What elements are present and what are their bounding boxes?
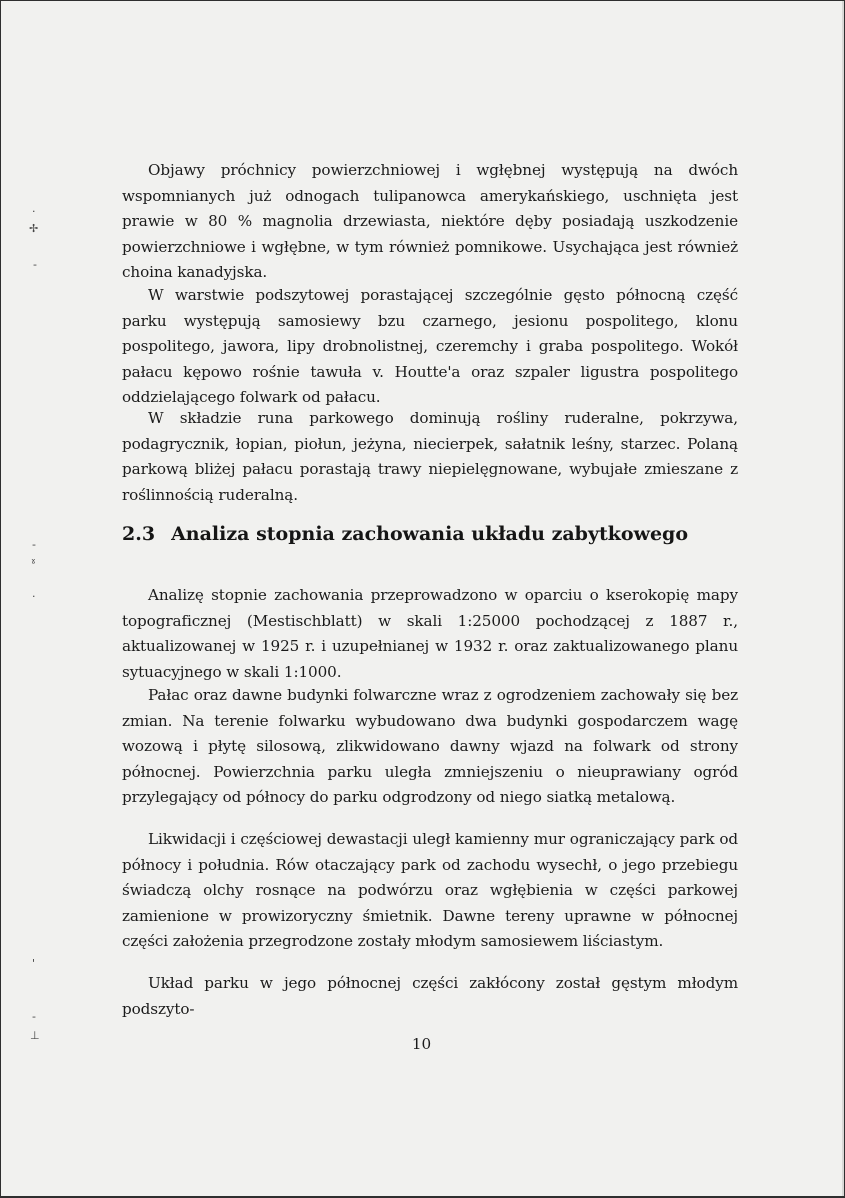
- page-number: 10: [411, 1035, 432, 1053]
- paragraph-undergrowth: W warstwie podszytowej porastającej szczególnie gęsto północną część parku występują samosiewy bzu czarnego, jesionu pospolitego, klonu pospolitego, jawora, lipy drobnolistnej, czeremchy i graba pospolitego. Wokół pałacu kępowo rośnie tawuła v. Houtte'a oraz szpaler ligustra pospolitego oddzielającego folwark od pałacu.: [122, 286, 738, 406]
- section-heading: [122, 523, 688, 545]
- scan-speck: ': [32, 957, 36, 970]
- paragraph-palace-buildings: Pałac oraz dawne budynki folwarczne wraz z ogrodzeniem zachowały się bez zmian. Na terenie folwarku wybudowano dwa budynki gospodarczem wagę wozową i płytę silosową, zlikwidowano dawny wjazd na folwark od strony północnej. Powierzchnia parku uległa zmniejszeniu o nieuprawiany ogród przylegający od północy do parku odgrodzony od niego siatką metalową.: [122, 686, 738, 806]
- paragraph-analysis-basis: Analizę stopnie zachowania przeprowadzono w oparciu o kserokopię mapy topograficznej (Mestischblatt) w skali 1:25000 pochodzącej z 1887 r., aktualizowanej w 1925 r. i uzupełnianej w 1932 r. oraz zaktualizowanego planu sytuacyjnego w skali 1:1000.: [122, 586, 738, 681]
- paragraph-park-layout: Układ parku w jego północnej części zakłócony został gęstym młodym podszyto-: [122, 974, 738, 1018]
- scan-speck: ˠ: [31, 556, 36, 569]
- scan-speck: ⊥: [30, 1029, 40, 1042]
- paragraph-decay: Objawy próchnicy powierzchniowej i wgłębnej występują na dwóch wspomnianych już odnogach tulipanowca amerykańskiego, uschnięta jest prawie w 80 % magnolia drzewiasta, niektóre dęby posiadają uszkodzenie powierzchniowe i wgłębne, w tym również pomnikowe. Usychająca jest również choina kanadyjska.: [122, 161, 738, 281]
- scan-speck: -: [32, 1010, 36, 1023]
- section-number: 2.3: [122, 523, 156, 545]
- scan-speck: ✢: [29, 222, 39, 235]
- paragraph-wall-liquidation: Likwidacji i częściowej dewastacji uległ kamienny mur ograniczający park od północy i południa. Rów otaczający park od zachodu wysechł, o jego przebiegu świadczą olchy rosnące na podwórzu oraz wgłębienia w części parkowej zamienione w prowizoryczny śmietnik. Dawne tereny uprawne w północnej części założenia przegrodzone zostały młodym samosiewem liściastym.: [122, 830, 738, 950]
- scan-speck: ·: [32, 205, 36, 218]
- scan-speck: -: [32, 538, 36, 551]
- scan-speck: -: [33, 258, 37, 271]
- document-page: [1, 1, 844, 1196]
- section-title: Analiza stopnia zachowania układu zabytkowego: [171, 523, 689, 545]
- scan-speck: ·: [32, 590, 36, 603]
- paragraph-ground-cover: W składzie runa parkowego dominują rośliny ruderalne, pokrzywa, podagrycznik, łopian, piołun, jeżyna, niecierpek, sałatnik leśny, starzec. Polaną parkową bliżej pałacu porastają trawy niepielęgnowane, wybujałe zmieszane z roślinnością ruderalną.: [122, 409, 738, 504]
